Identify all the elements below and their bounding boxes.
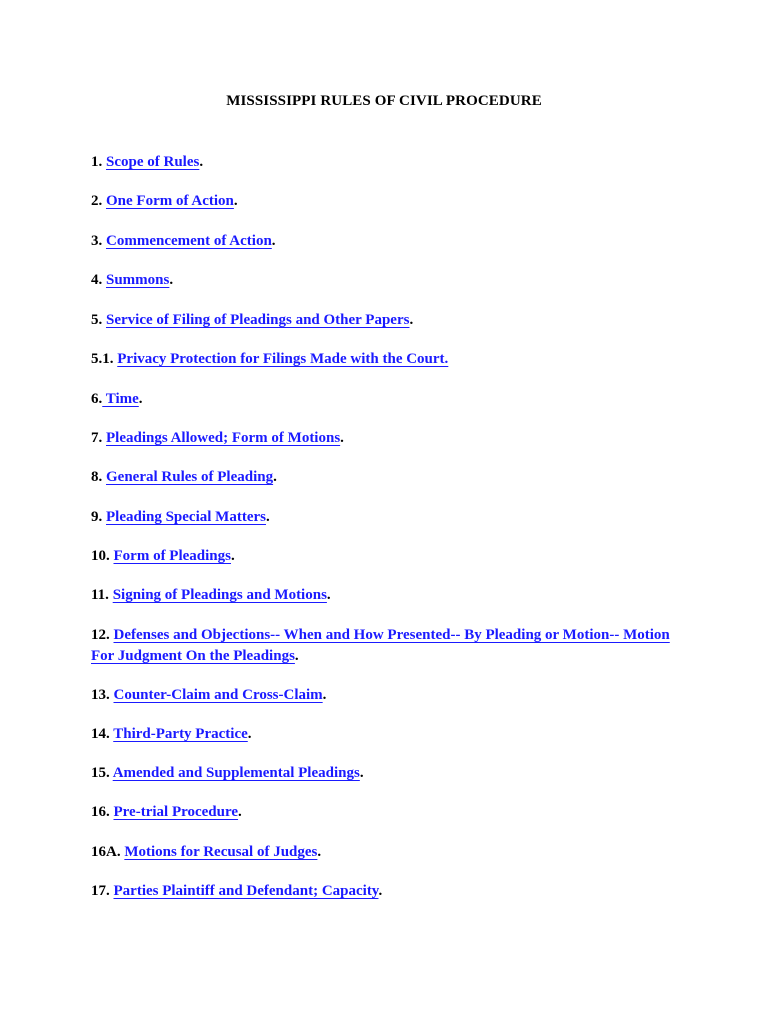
rule-suffix: .	[322, 687, 327, 703]
rule-number: 5.1.	[91, 351, 114, 367]
rule-item	[91, 625, 686, 667]
rule-link[interactable]: One Form of Action	[106, 193, 234, 209]
rule-link[interactable]: Counter-Claim and Cross-Claim	[113, 687, 323, 703]
rule-item	[91, 842, 691, 863]
rule-number: 9.	[91, 509, 103, 525]
rule-item	[91, 467, 691, 488]
rule-link[interactable]: Pleading Special Matters	[106, 509, 266, 525]
rule-number: 13.	[91, 687, 110, 703]
rule-item	[91, 428, 691, 449]
rule-suffix: .	[247, 726, 252, 742]
rule-item	[91, 349, 691, 370]
rule-number: 5.	[91, 312, 103, 328]
document-title: MISSISSIPPI RULES OF CIVIL PROCEDURE	[226, 93, 542, 109]
rule-suffix: .	[238, 804, 242, 820]
rule-link[interactable]: Service of Filing of Pleadings and Other Papers	[106, 312, 410, 328]
rule-number: 10.	[91, 548, 110, 564]
rule-number: 17.	[91, 883, 110, 899]
rule-link[interactable]: Pleadings Allowed; Form of Motions	[106, 430, 341, 446]
rule-link[interactable]: Commencement of Action	[106, 233, 272, 249]
rule-item	[91, 585, 691, 606]
rule-suffix: .	[326, 587, 331, 603]
rule-number: 4.	[91, 272, 103, 288]
rule-link[interactable]: Privacy Protection for Filings Made with the Court.	[117, 351, 449, 367]
rule-link[interactable]: Pre-trial Procedure	[113, 804, 239, 820]
rule-number: 3.	[91, 233, 103, 249]
rule-number: 2.	[91, 193, 103, 209]
rule-link[interactable]: Motions for Recusal of Judges	[124, 844, 318, 860]
rule-suffix: .	[359, 765, 364, 781]
rule-item	[91, 191, 691, 212]
rule-link[interactable]: Defenses and Objections-- When and How Presented-- By Pleading or Motion-- Motion For Judgment On the Pleadings	[91, 627, 670, 664]
rule-suffix: .	[294, 648, 299, 664]
rule-number: 16A.	[91, 844, 121, 860]
rule-link[interactable]: Signing of Pleadings and Motions	[112, 587, 327, 603]
rule-item	[91, 152, 691, 173]
rule-number: 8.	[91, 469, 103, 485]
rule-item	[91, 724, 691, 745]
rule-suffix: .	[271, 233, 276, 249]
rule-suffix: .	[233, 193, 238, 209]
rule-suffix: .	[317, 844, 322, 860]
rule-link[interactable]: Scope of Rules	[106, 154, 200, 170]
rule-item	[91, 881, 691, 902]
rule-suffix: .	[199, 154, 204, 170]
rule-link[interactable]: General Rules of Pleading	[106, 469, 274, 485]
rule-item	[91, 389, 691, 410]
rule-link[interactable]: Summons	[106, 272, 170, 288]
rule-suffix: .	[409, 312, 414, 328]
rule-suffix: .	[231, 548, 235, 564]
rule-link[interactable]: Amended and Supplemental Pleadings	[112, 765, 360, 781]
rule-suffix: .	[138, 391, 143, 407]
rule-item	[91, 546, 691, 567]
rule-item	[91, 763, 691, 784]
rule-number: 12.	[91, 627, 110, 643]
rule-suffix: .	[273, 469, 277, 485]
rule-item	[91, 507, 691, 528]
rule-item	[91, 685, 691, 706]
rule-number: 1.	[91, 154, 103, 170]
rule-suffix: .	[378, 883, 383, 899]
rule-number: 7.	[91, 430, 103, 446]
rule-suffix: .	[265, 509, 270, 525]
rule-suffix: .	[169, 272, 174, 288]
rule-item	[91, 310, 691, 331]
rule-number: 14.	[91, 726, 110, 742]
rule-suffix: .	[340, 430, 344, 446]
rule-number: 6.	[91, 391, 103, 407]
rule-link[interactable]: Third-Party Practice	[113, 726, 248, 742]
rule-number: 15.	[91, 765, 110, 781]
rule-number: 11.	[91, 587, 109, 603]
rule-link[interactable]: Time	[102, 391, 139, 407]
rule-link[interactable]: Form of Pleadings	[113, 548, 231, 564]
rule-link[interactable]: Parties Plaintiff and Defendant; Capacity	[113, 883, 379, 899]
rule-item	[91, 270, 691, 291]
rule-item	[91, 231, 691, 252]
rule-number: 16.	[91, 804, 110, 820]
rule-item	[91, 802, 691, 823]
